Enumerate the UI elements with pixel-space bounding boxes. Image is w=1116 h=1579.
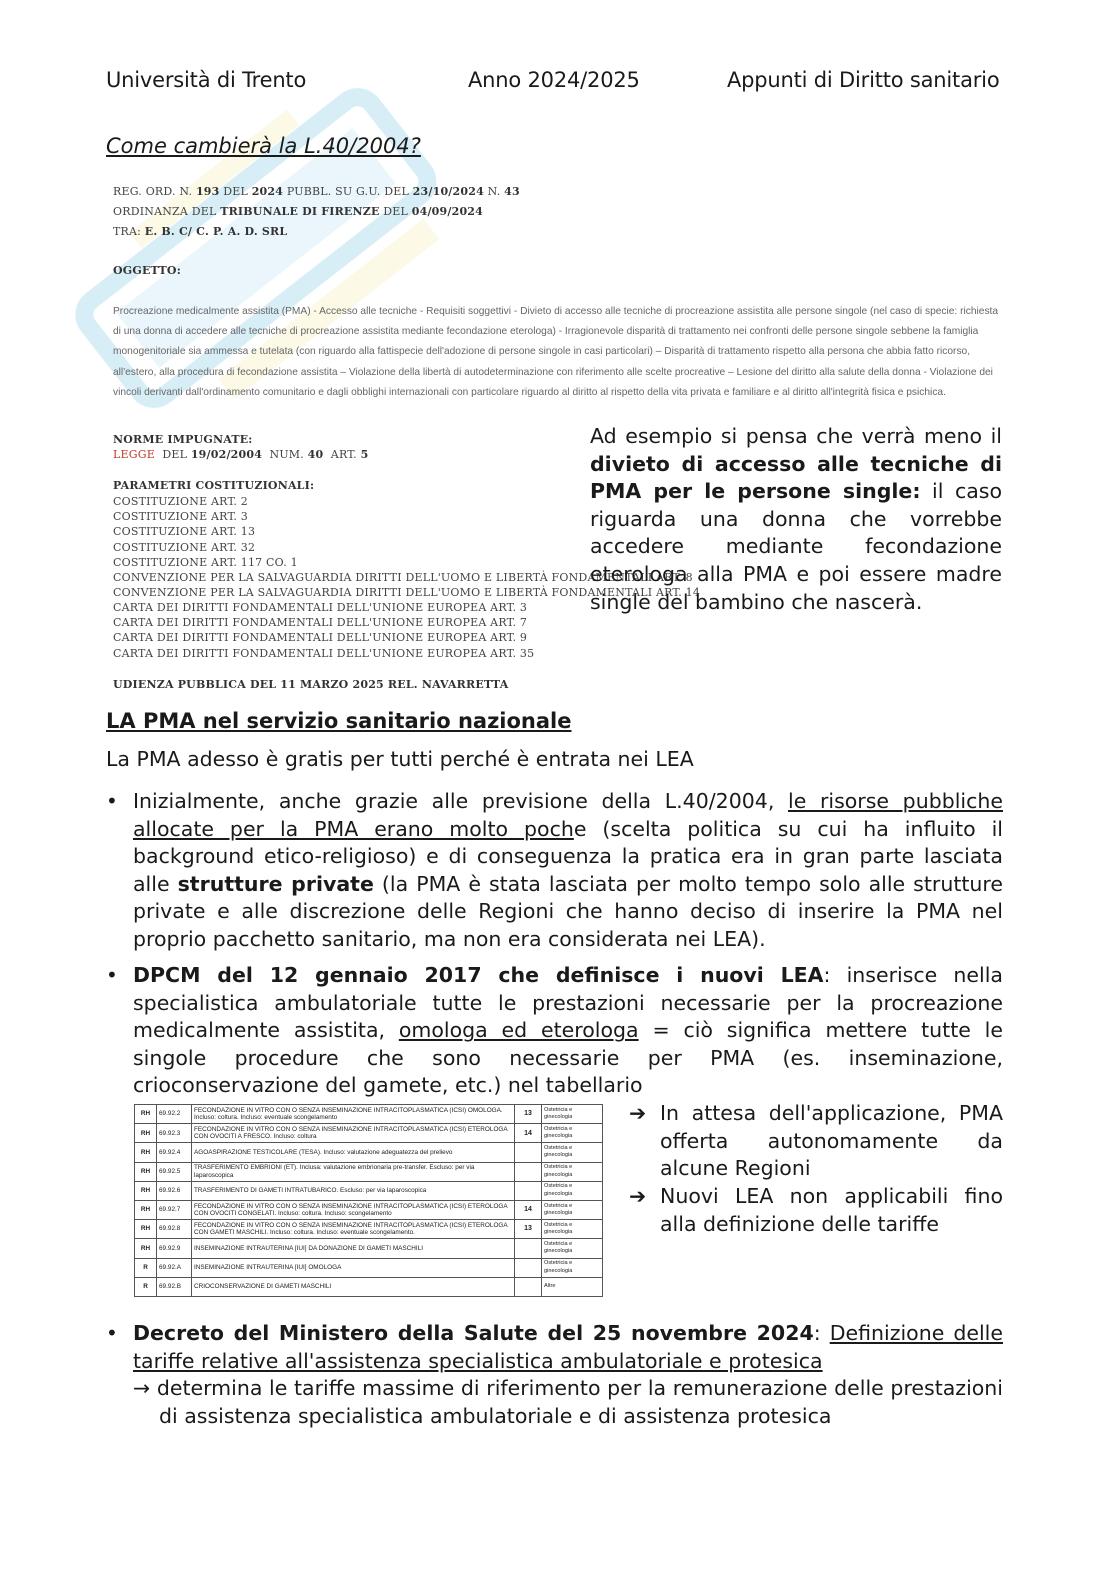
lea-cell-c1: RH — [135, 1181, 157, 1200]
arrow-right-icon: ➔ — [629, 1184, 647, 1208]
lea-cell-c2: 69.92.2 — [157, 1105, 192, 1124]
lea-cell-c4 — [515, 1143, 542, 1162]
scan-parametro: CONVENZIONE PER LA SALVAGUARDIA DIRITTI DELL'UOMO E LIBERTÀ FONDAMENTALI ART. 8 — [113, 571, 693, 584]
lea-cell-c3: FECONDAZIONE IN VITRO CON O SENZA INSEMINAZIONE INTRACITOPLASMATICA (ICSI) ETEROLOGA CON OVOCITI A FRESCO. Incluso: coltura — [192, 1124, 515, 1143]
lea-cell-c5: Ostetricia e ginecologia — [542, 1143, 603, 1162]
lea-cell-c2: 69.92.4 — [157, 1143, 192, 1162]
lea-cell-c2: 69.92.7 — [157, 1200, 192, 1219]
lea-cell-c5: Ostetricia e ginecologia — [542, 1181, 603, 1200]
scan-oggetto-label: OGGETTO: — [113, 264, 181, 277]
lea-cell-c3: TRASFERIMENTO DI GAMETI INTRATUBARICO. Escluso: per via laparoscopica — [192, 1181, 515, 1200]
lea-cell-c4 — [515, 1277, 542, 1296]
lea-cell-c2: 69.92.8 — [157, 1220, 192, 1239]
scan-parametro: COSTITUZIONE ART. 2 — [113, 495, 248, 508]
lea-cell-c3: INSEMINAZIONE INTRAUTERINA [IUI] OMOLOGA — [192, 1258, 515, 1277]
lea-cell-c5: Ostetricia e ginecologia — [542, 1220, 603, 1239]
lea-table-row — [135, 1162, 603, 1181]
side-note: Ad esempio si pensa che verrà meno il divieto di accesso alle tecniche di PMA per le persone single: il caso riguarda una donna che vorrebbe accedere mediante fecondazione eterologa alla PMA e poi essere madre single del bambino che nascerà. — [590, 424, 1002, 614]
arrow-right-icon: ➔ — [629, 1101, 647, 1125]
lea-cell-c3: INSEMINAZIONE INTRAUTERINA [IUI] DA DONAZIONE DI GAMETI MASCHILI — [192, 1239, 515, 1258]
scan-line-reg-ord: REG. ORD. N. 193 DEL 2024 PUBBL. SU G.U. DEL 23/10/2024 N. 43 — [113, 185, 520, 198]
section-title-pma-ssn: LA PMA nel servizio sanitario nazionale — [106, 709, 572, 733]
lea-cell-c4: 13 — [515, 1105, 542, 1124]
lea-cell-c1: RH — [135, 1200, 157, 1219]
lea-cell-c2: 69.92.3 — [157, 1124, 192, 1143]
lea-cell-c5: Ostetricia e ginecologia — [542, 1200, 603, 1219]
lea-table-row — [135, 1258, 603, 1277]
scan-parametro: CARTA DEI DIRITTI FONDAMENTALI DELL'UNIONE EUROPEA ART. 35 — [113, 647, 535, 660]
lea-cell-c5: Ostetricia e ginecologia — [542, 1162, 603, 1181]
lea-cell-c4 — [515, 1239, 542, 1258]
lea-cell-c3: CRIOCONSERVAZIONE DI GAMETI MASCHILI — [192, 1277, 515, 1296]
scan-parametro: CARTA DEI DIRITTI FONDAMENTALI DELL'UNIONE EUROPEA ART. 9 — [113, 631, 528, 644]
lea-table-row — [135, 1105, 603, 1124]
scan-parametro: CARTA DEI DIRITTI FONDAMENTALI DELL'UNIONE EUROPEA ART. 7 — [113, 616, 528, 629]
lea-cell-c4 — [515, 1181, 542, 1200]
lea-cell-c1: R — [135, 1258, 157, 1277]
lea-cell-c4: 14 — [515, 1124, 542, 1143]
scan-udienza: UDIENZA PUBBLICA DEL 11 MARZO 2025 REL. NAVARRETTA — [113, 678, 509, 691]
lea-cell-c3: FECONDAZIONE IN VITRO CON O SENZA INSEMINAZIONE INTRACITOPLASMATICA (ICSI) ETEROLOGA CON OVOCITI CONGELATI. Incluso: coltura. Incluso: scongelamento — [192, 1200, 515, 1219]
scan-parametro: COSTITUZIONE ART. 117 CO. 1 — [113, 556, 298, 569]
lea-cell-c5: Ostetricia e ginecologia — [542, 1124, 603, 1143]
scan-parametro: CARTA DEI DIRITTI FONDAMENTALI DELL'UNIONE EUROPEA ART. 3 — [113, 601, 528, 614]
lea-cell-c2: 69.92.9 — [157, 1239, 192, 1258]
lea-cell-c4: 14 — [515, 1200, 542, 1219]
lea-table — [134, 1104, 603, 1297]
scan-parametro: COSTITUZIONE ART. 3 — [113, 510, 248, 523]
lea-cell-c2: 69.92.6 — [157, 1181, 192, 1200]
bullet-initially: Inizialmente, anche grazie alle previsione della L.40/2004, le risorse pubbliche allocate per la PMA erano molto poche (scelta politica su cui ha influito il background etico-religioso) e di conseguenza la pratica era in gran parte lasciata alle strutture private (la PMA è stata lasciata per molto tempo solo alle strutture private e alle discrezione delle Regioni che hanno deciso di inserire la PMA nel proprio pacchetto sanitario, ma non era considerata nei LEA). — [133, 789, 1003, 951]
scan-oggetto-text: Procreazione medicalmente assistita (PMA) - Accesso alle tecniche - Requisiti soggettivi - Divieto di accesso alle tecniche di procreazione assistita alle persone singole (nel caso di specie: richiesta di una donna di accedere alle tecniche di procreazione assistita mediante fecondazione eterologa) - Irragionevole disparità di trattamento nei confronti delle persone singole sebbene la famiglia monogenitoriale sia ammessa e tutelata (con riguardo alla fattispecie dell'adozione di persone singole in casi particolari) – Disparità di trattamento rispetto alla persona che abbia fatto ricorso, all'estero, alla procedura di fecondazione assistita – Violazione della libertà di autodeterminazione con riferimento alle scelte procreative – Lesione del diritto alla salute della donna - Violazione dei vincoli derivanti dall'ordinamento comunitario e dagli obblighi internazionali con particolare riguardo al diritto al rispetto della vita privata e familiare e al diritto all'integrità fisica e psichica. — [113, 306, 999, 398]
lea-cell-c3: AGOASPIRAZIONE TESTICOLARE (TESA). Incluso: valutazione adeguatezza del prelievo — [192, 1143, 515, 1162]
lea-cell-c1: RH — [135, 1220, 157, 1239]
lea-cell-c1: RH — [135, 1239, 157, 1258]
scan-norme-label: NORME IMPUGNATE: — [113, 433, 253, 446]
lea-cell-c1: RH — [135, 1162, 157, 1181]
lea-cell-c1: RH — [135, 1143, 157, 1162]
lea-table-row — [135, 1220, 603, 1239]
lea-cell-c5: Altre — [542, 1277, 603, 1296]
scan-parametri-label: PARAMETRI COSTITUZIONALI: — [113, 479, 315, 492]
scan-parametro: COSTITUZIONE ART. 13 — [113, 525, 256, 538]
lea-table-row — [135, 1277, 603, 1296]
section-title-l40: Come cambierà la L.40/2004? — [106, 134, 421, 158]
lea-cell-c2: 69.92.5 — [157, 1162, 192, 1181]
lea-cell-c3: FECONDAZIONE IN VITRO CON O SENZA INSEMINAZIONE INTRACITOPLASMATICA (ICSI) ETEROLOGA CON GAMETI MASCHILI. Incluso: coltura. Incluso: eventuale scongelamento. — [192, 1220, 515, 1239]
section-intro: La PMA adesso è gratis per tutti perché è entrata nei LEA — [106, 747, 694, 771]
lea-cell-c3: TRASFERIMENTO EMBRIONI (ET). Inclusa: valutazione embrionaria pre-transfer. Escluso: per via laparoscopica — [192, 1162, 515, 1181]
scan-norme-line: LEGGE DEL 19/02/2004 NUM. 40 ART. 5 — [113, 448, 369, 461]
header-course: Appunti di Diritto sanitario — [727, 68, 1000, 92]
scan-parametro: COSTITUZIONE ART. 32 — [113, 541, 256, 554]
scan-line-ordinanza: ORDINANZA DEL TRIBUNALE DI FIRENZE DEL 04/09/2024 — [113, 205, 484, 218]
lea-cell-c4 — [515, 1162, 542, 1181]
lea-cell-c3: FECONDAZIONE IN VITRO CON O SENZA INSEMINAZIONE INTRACITOPLASMATICA (ICSI) OMOLOGA. Incluso: coltura. Incluso: eventuale scongelamento — [192, 1105, 515, 1124]
lea-cell-c5: Ostetricia e ginecologia — [542, 1105, 603, 1124]
bullet-icon: • — [106, 963, 118, 987]
scan-line-parties: TRA: E. B. C/ C. P. A. D. SRL — [113, 225, 288, 238]
lea-table-row — [135, 1143, 603, 1162]
lea-cell-c4 — [515, 1258, 542, 1277]
lea-table-row — [135, 1200, 603, 1219]
bullet-icon: • — [106, 789, 118, 813]
lea-cell-c2: 69.92.B — [157, 1277, 192, 1296]
lea-table-row — [135, 1124, 603, 1143]
header-year: Anno 2024/2025 — [468, 68, 640, 92]
bullet-decreto-sub: → determina le tariffe massime di riferimento per la remunerazione delle prestazioni di assistenza specialistica ambulatoriale e di assistenza protesica — [133, 1376, 1003, 1428]
header-university: Università di Trento — [106, 68, 307, 92]
lea-cell-c4: 13 — [515, 1220, 542, 1239]
bullet-icon: • — [106, 1321, 118, 1345]
lea-cell-c1: RH — [135, 1105, 157, 1124]
lea-table-row — [135, 1181, 603, 1200]
bullet-decreto: Decreto del Ministero della Salute del 25 novembre 2024: Definizione delle tariffe relative all'assistenza specialistica ambulatoriale e protesica — [133, 1321, 1003, 1373]
watermark-logo — [20, 40, 490, 470]
scan-parametro: CONVENZIONE PER LA SALVAGUARDIA DIRITTI DELL'UOMO E LIBERTÀ FONDAMENTALI ART. 14 — [113, 586, 701, 599]
lea-table-row — [135, 1239, 603, 1258]
lea-cell-c5: Ostetricia e ginecologia — [542, 1239, 603, 1258]
lea-cell-c1: R — [135, 1277, 157, 1296]
lea-cell-c5: Ostetricia e ginecologia — [542, 1258, 603, 1277]
lea-cell-c1: RH — [135, 1124, 157, 1143]
bullet-dpcm: DPCM del 12 gennaio 2017 che definisce i nuovi LEA: inserisce nella specialistica ambulatoriale tutte le prestazioni necessarie per la procreazione medicalmente assistita, omologa ed eterologa = ciò significa mettere tutte le singole procedure che sono necessarie per PMA (es. inseminazione, crioconservazione del gamete, etc.) nel tabellario — [133, 963, 1003, 1098]
lea-cell-c2: 69.92.A — [157, 1258, 192, 1277]
